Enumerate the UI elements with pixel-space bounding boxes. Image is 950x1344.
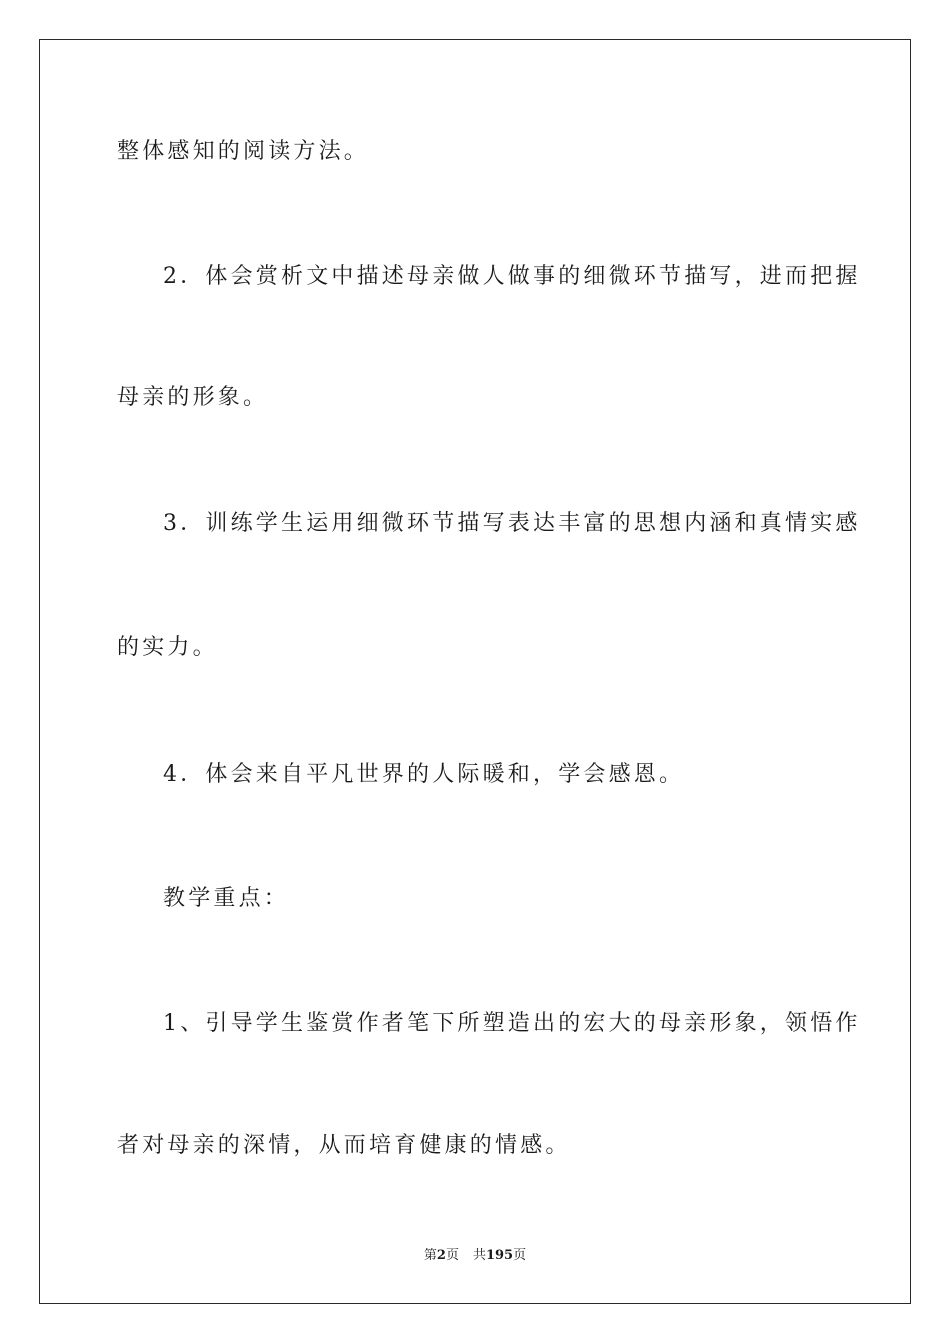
page-number: 2 — [436, 1248, 446, 1263]
total-pages: 195 — [485, 1248, 514, 1263]
page-prefix: 第 — [423, 1248, 437, 1263]
page-suffix: 页 — [445, 1248, 459, 1263]
section-heading: 教学重点： — [163, 886, 290, 911]
page-footer — [0, 1248, 950, 1264]
paragraph-line-1: 整体感知的阅读方法。 — [117, 139, 370, 164]
paragraph-line-9: 者对母亲的深情，从而培育健康的情感。 — [117, 1133, 571, 1158]
paragraph-line-8: 1、引导学生鉴赏作者笔下所塑造出的宏大的母亲形象，领悟作 — [163, 1011, 861, 1036]
paragraph-line-2: 2．体会赏析文中描述母亲做人做事的细微环节描写，进而把握 — [163, 264, 861, 289]
paragraph-line-6: 4．体会来自平凡世界的人际暖和，学会感恩。 — [163, 762, 685, 787]
paragraph-line-4: 3．训练学生运用细微环节描写表达丰富的思想内涵和真情实感 — [163, 511, 861, 536]
paragraph-line-5: 的实力。 — [117, 635, 218, 660]
page-border — [39, 39, 911, 1304]
paragraph-line-3: 母亲的形象。 — [117, 385, 269, 410]
total-suffix: 页 — [513, 1248, 527, 1263]
total-prefix: 共 — [472, 1248, 486, 1263]
